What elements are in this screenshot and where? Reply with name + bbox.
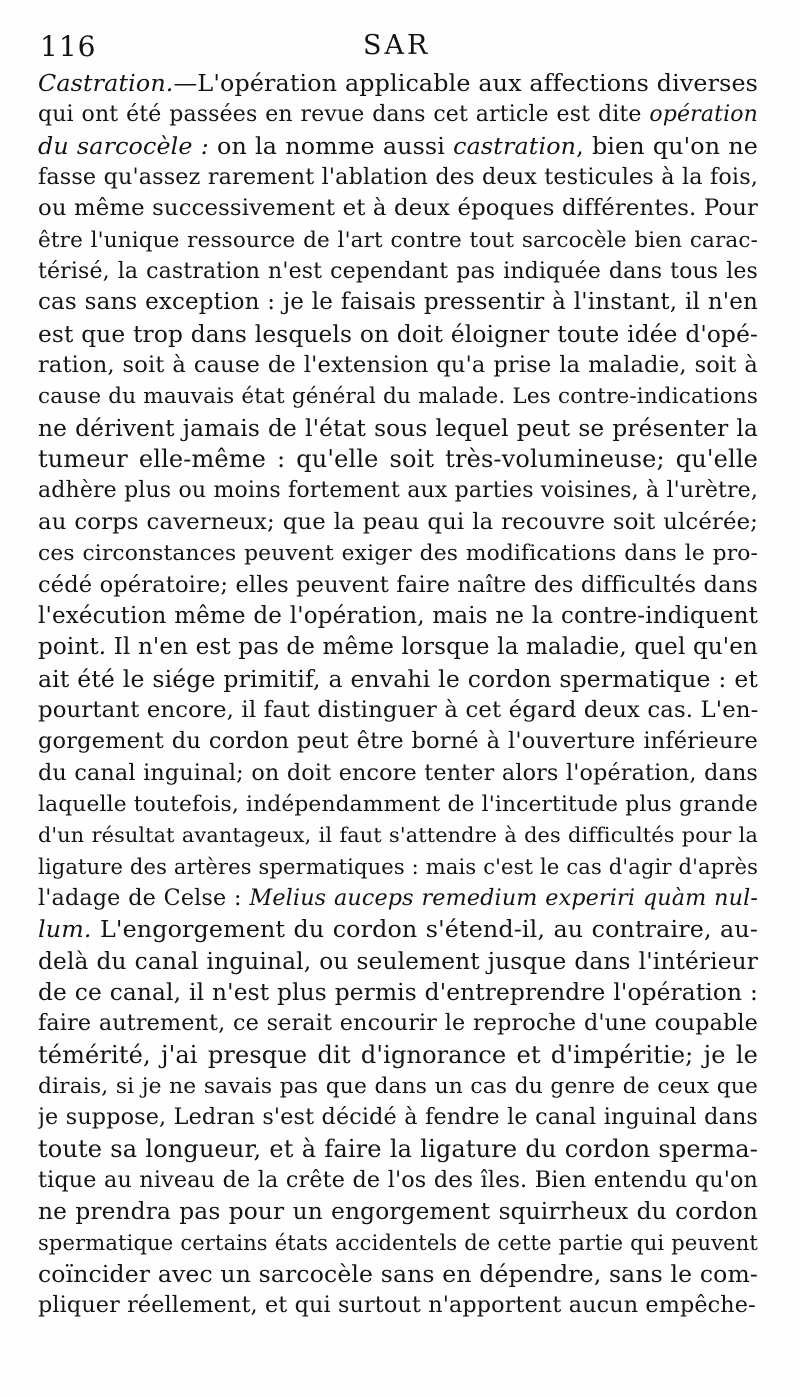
text-segment: , bien qu'on ne [576, 131, 758, 160]
italic-text: lum. [38, 915, 92, 944]
text-line [38, 444, 758, 475]
text-segment: ou même successivement et à deux époques différentes. Pour [38, 195, 758, 222]
text-line [38, 99, 758, 130]
text-segment: cause du mauvais état général du malade. Les contre-indications [38, 384, 758, 410]
text-line [38, 758, 758, 789]
text-line [38, 1259, 758, 1290]
page-number: 116 [40, 30, 97, 63]
italic-text: opération [649, 102, 758, 128]
text-line [38, 287, 758, 318]
text-segment: coïncider avec un sarcocèle sans en dépendre, sans le com- [38, 1260, 758, 1289]
text-segment: témérité, j'ai presque dit d'ignorance et d'impéritie; je le [38, 1040, 758, 1069]
text-segment: l'exécution même de l'opération, mais ne la contre-indiquent [38, 602, 758, 629]
text-segment: L'engorgement du cordon s'étend-il, au contraire, au- [91, 915, 758, 944]
italic-text: Castration. [38, 69, 174, 97]
text-segment: adhère plus ou moins fortement aux parties voisines, à l'urètre, [38, 478, 758, 504]
text-segment: d'un résultat avantageux, il faut s'attendre à des difficultés pour la [38, 823, 758, 848]
text-line [38, 1165, 758, 1196]
text-line [38, 726, 758, 757]
text-line [38, 820, 758, 851]
text-line [38, 852, 758, 883]
text-segment: ces circonstances peuvent exiger des modifications dans le pro- [38, 541, 758, 567]
text-line [38, 601, 758, 632]
text-line [38, 475, 758, 506]
text-line [38, 256, 758, 287]
text-line [38, 1008, 758, 1039]
text-line [38, 977, 758, 1008]
text-line [38, 1040, 758, 1071]
text-line [38, 695, 758, 726]
text-line [38, 381, 758, 412]
text-segment: pliquer réellement, et qui surtout n'apportent aucun empêche- [38, 1292, 756, 1319]
text-line [38, 1134, 758, 1165]
text-line [38, 507, 758, 538]
text-segment: ne dérivent jamais de l'état sous lequel peut se présenter la [38, 414, 758, 442]
text-segment: delà du canal inguinal, ou seulement jusque dans l'intérieur [38, 947, 758, 975]
text-line [38, 883, 758, 914]
text-line [38, 319, 758, 350]
body-text [38, 68, 758, 1322]
text-line [38, 1102, 758, 1133]
text-line [38, 946, 758, 977]
text-line [38, 162, 758, 193]
text-line [38, 68, 758, 99]
text-segment: térisé, la castration n'est cependant pas indiquée dans tous les [38, 259, 758, 285]
text-segment: cédé opératoire; elles peuvent faire naître des difficultés dans [38, 571, 758, 598]
text-segment: —L'opération applicable aux affections diverses [173, 69, 758, 97]
text-line [38, 789, 758, 820]
text-segment: laquelle toutefois, indépendamment de l'incertitude plus grande [38, 791, 758, 817]
italic-text: du sarcocèle : [38, 131, 209, 160]
text-line [38, 350, 758, 381]
text-segment: point. Il n'en est pas de même lorsque la maladie, quel qu'en [38, 634, 758, 661]
text-segment: au corps caverneux; que la peau qui la recouvre soit ulcérée; [38, 508, 758, 535]
running-head: SAR [363, 30, 431, 61]
text-segment: ne prendra pas pour un engorgement squirrheux du cordon [38, 1198, 758, 1226]
italic-text: castration [453, 131, 577, 160]
text-line [38, 1290, 758, 1321]
italic-text: Melius auceps remedium experiri quàm nul- [249, 884, 758, 911]
text-segment: faire autrement, ce serait encourir le reproche d'une coupable [38, 1010, 758, 1037]
text-line [38, 632, 758, 663]
text-segment: cas sans exception : je le faisais pressentir à l'instant, il n'en [38, 289, 758, 316]
text-line [38, 413, 758, 444]
text-segment: pourtant encore, il faut distinguer à cet égard deux cas. L'en- [38, 696, 758, 723]
text-segment: tumeur elle-même : qu'elle soit très-volumineuse; qu'elle [38, 445, 758, 474]
text-line [38, 1071, 758, 1102]
text-segment: toute sa longueur, et à faire la ligature du cordon sperma- [38, 1134, 758, 1163]
text-line [38, 570, 758, 601]
text-line [38, 538, 758, 569]
text-segment: ligature des artères spermatiques : mais c'est le cas d'agir d'après [38, 854, 758, 879]
text-segment: tique au niveau de la crête de l'os des îles. Bien entendu qu'on [38, 1167, 758, 1194]
text-segment: gorgement du cordon peut être borné à l'ouverture inférieure [38, 728, 758, 755]
text-segment: je suppose, Ledran s'est décidé à fendre le canal inguinal dans [38, 1104, 758, 1131]
text-line [38, 1196, 758, 1227]
text-segment: l'adage de Celse : [38, 884, 250, 911]
text-segment: on la nomme aussi [208, 131, 454, 160]
text-line [38, 131, 758, 162]
text-line [38, 664, 758, 695]
text-segment: ration, soit à cause de l'extension qu'a prise la maladie, soit à [38, 352, 758, 379]
text-line [38, 225, 758, 256]
text-segment: ait été le siége primitif, a envahi le cordon spermatique : et [38, 664, 758, 693]
text-segment: fasse qu'assez rarement l'ablation des deux testicules à la fois, [38, 164, 758, 191]
text-line [38, 1228, 758, 1259]
text-segment: du canal inguinal; on doit encore tenter alors l'opération, dans [38, 759, 758, 786]
text-segment: de ce canal, il n'est plus permis d'entreprendre l'opération : [38, 978, 758, 1006]
text-segment: est que trop dans lesquels on doit éloigner toute idée d'opé- [38, 320, 758, 348]
text-line [38, 193, 758, 224]
text-segment: spermatique certains états accidentels de cette partie qui peuvent [38, 1230, 758, 1255]
text-segment: être l'unique ressource de l'art contre tout sarcocèle bien carac- [38, 227, 758, 253]
text-line [38, 914, 758, 945]
text-segment: qui ont été passées en revue dans cet article est dite [38, 102, 650, 128]
text-segment: dirais, si je ne savais pas que dans un cas du genre de ceux que [38, 1074, 758, 1099]
